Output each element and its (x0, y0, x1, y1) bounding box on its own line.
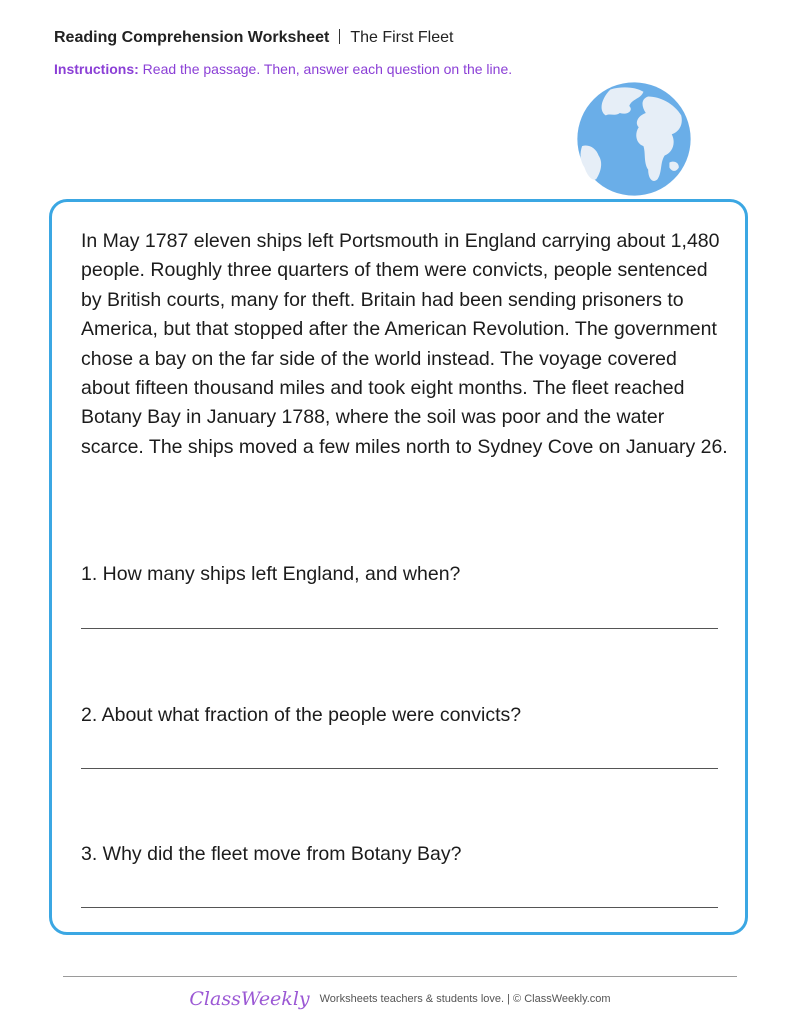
answer-line-3[interactable] (81, 907, 718, 908)
globe-icon (575, 80, 693, 198)
answer-line-1[interactable] (81, 628, 718, 629)
instructions-text: Read the passage. Then, answer each question on the line. (142, 61, 513, 77)
worksheet-title: Reading Comprehension Worksheet (54, 29, 330, 46)
reading-passage: In May 1787 eleven ships left Portsmouth in England carrying about 1,480 people. Roughly three quarters of them were convicts, people sentenced by British courts, many for theft. Britain had been sending prisoners to America, but that stopped after the American Revolution. The government chose a bay on the far side of the world instead. The voyage covered about fifteen thousand miles and took eight months. The fleet reached Botany Bay in January 1788, where the soil was poor and the water scarce. The ships moved a few miles north to Sydney Cove on January 26. (81, 230, 728, 458)
worksheet-topic: The First Fleet (350, 29, 454, 46)
instructions-label: Instructions: (54, 61, 139, 77)
footer-divider (63, 976, 737, 977)
question-3: 3. Why did the fleet move from Botany Bay? (81, 843, 462, 865)
title-separator (339, 29, 340, 44)
footer-tagline: Worksheets teachers & students love. | © ClassWeekly.com (319, 993, 611, 1005)
answer-line-2[interactable] (81, 768, 718, 769)
instructions (54, 59, 524, 80)
question-1: 1. How many ships left England, and when? (81, 563, 461, 585)
brand-logo: ClassWeekly (189, 988, 310, 1010)
page-footer (0, 988, 800, 1010)
worksheet-header (54, 28, 453, 48)
question-2: 2. About what fraction of the people were convicts? (81, 704, 522, 726)
